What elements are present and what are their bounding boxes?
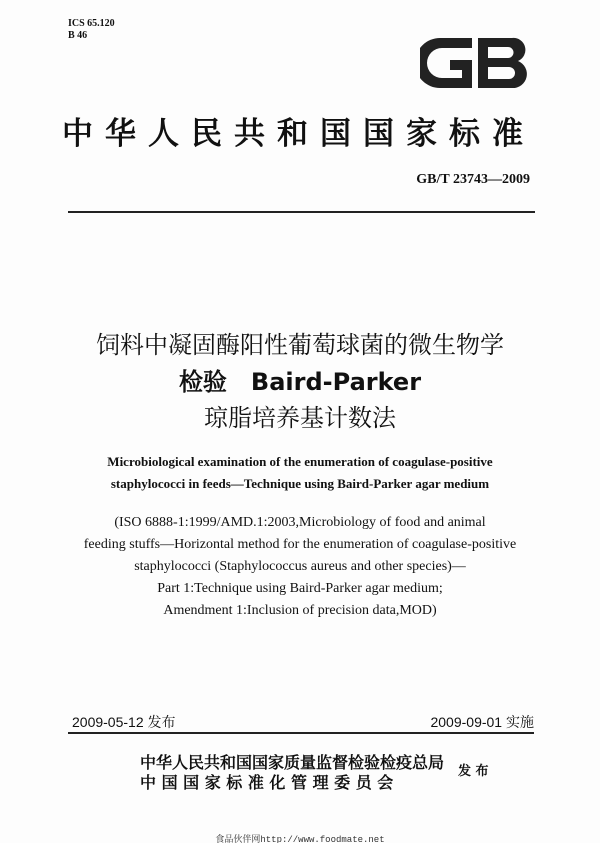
iso-line: Part 1:Technique using Baird-Parker agar medium; <box>157 581 443 596</box>
implement-date: 2009-09-01 实施 <box>430 714 534 730</box>
issuer-aqsiq: 中华人民共和国国家质量监督检验检疫总局 <box>140 753 445 772</box>
iso-line: staphylococci (Staphylococcus aureus and other species)— <box>134 559 466 574</box>
gb-logo <box>420 32 532 94</box>
issuer-sac: 中 国 国 家 标 准 化 管 理 委 员 会 <box>140 773 394 792</box>
iso-line: feeding stuffs—Horizontal method for the enumeration of coagulase-positive <box>83 537 517 552</box>
national-standard-heading: 中华人民共和国国家标准 <box>62 116 535 152</box>
ics-code: ICS 65.120 <box>68 18 115 29</box>
issue-label: 发 布 <box>458 764 489 779</box>
footer-divider <box>68 732 534 734</box>
title-en-line-1: Microbiological examination of the enumeration of coagulase-positive <box>107 454 493 469</box>
classification-codes <box>68 18 115 42</box>
header-divider <box>68 211 535 213</box>
standard-code: GB/T 23743—2009 <box>416 172 530 187</box>
issue-date: 2009-05-12 发布 <box>72 714 176 730</box>
title-cn-line-3: 琼脂培养基计数法 <box>204 404 396 432</box>
iso-line: (ISO 6888-1:1999/AMD.1:2003,Microbiology of food and animal <box>114 515 486 530</box>
iso-line: Amendment 1:Inclusion of precision data,MOD) <box>163 603 437 618</box>
title-en-line-2: staphylococci in feeds—Technique using Baird-Parker agar medium <box>110 476 490 491</box>
iso-reference <box>0 512 600 622</box>
watermark-footer: 食品伙伴网http://www.foodmate.net <box>215 835 385 843</box>
ccs-code: B 46 <box>68 30 88 41</box>
title-cn-line-2: 检验 Baird-Parker <box>178 368 422 396</box>
title-cn-line-1: 饲料中凝固酶阳性葡萄球菌的微生物学 <box>96 331 504 359</box>
